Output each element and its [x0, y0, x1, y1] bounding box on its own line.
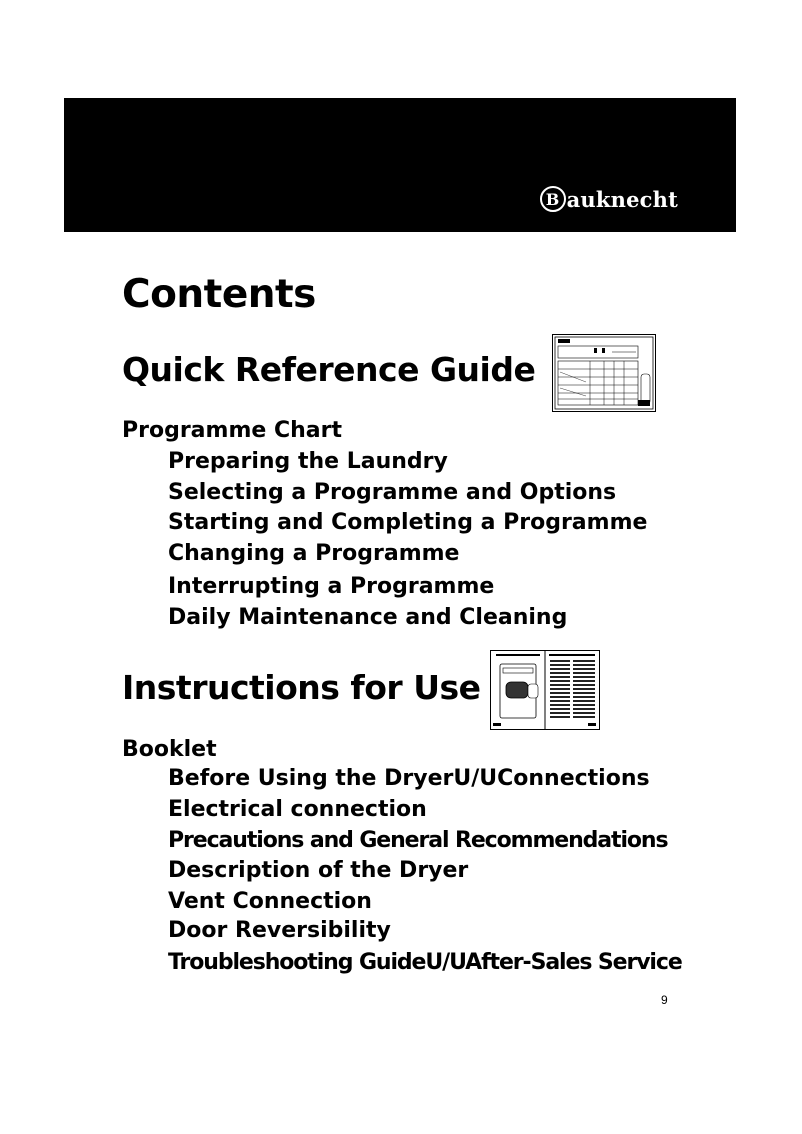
section-heading-quick-reference: Quick Reference Guide — [122, 350, 536, 389]
contents-item: Electrical connection — [168, 797, 427, 822]
contents-item: Daily Maintenance and Cleaning — [168, 605, 568, 630]
contents-item: Description of the Dryer — [168, 858, 469, 883]
contents-item: Selecting a Programme and Options — [168, 480, 617, 505]
contents-item: Changing a Programme — [168, 541, 460, 566]
section-heading-instructions: Instructions for Use — [122, 668, 481, 707]
logo-text: auknecht — [566, 186, 678, 212]
page-title: Contents — [122, 272, 316, 317]
contents-item: Troubleshooting GuideU/UAfter-Sales Service — [168, 950, 682, 975]
programme-chart-thumbnail-icon — [552, 334, 656, 412]
contents-item: Preparing the Laundry — [168, 449, 448, 474]
contents-item: Vent Connection — [168, 889, 372, 914]
subheading-booklet: Booklet — [122, 737, 217, 762]
booklet-thumbnail-icon — [490, 650, 600, 730]
contents-item: Interrupting a Programme — [168, 574, 495, 599]
contents-item: Door Reversibility — [168, 918, 391, 943]
contents-item: Before Using the DryerU/UConnections — [168, 766, 650, 791]
logo-badge: B — [540, 186, 566, 212]
page-number: 9 — [661, 993, 668, 1007]
header-banner — [64, 98, 736, 232]
brand-logo — [540, 186, 678, 212]
contents-item: Starting and Completing a Programme — [168, 510, 648, 535]
subheading-programme-chart: Programme Chart — [122, 418, 342, 443]
contents-item: Precautions and General Recommendations — [168, 828, 668, 853]
